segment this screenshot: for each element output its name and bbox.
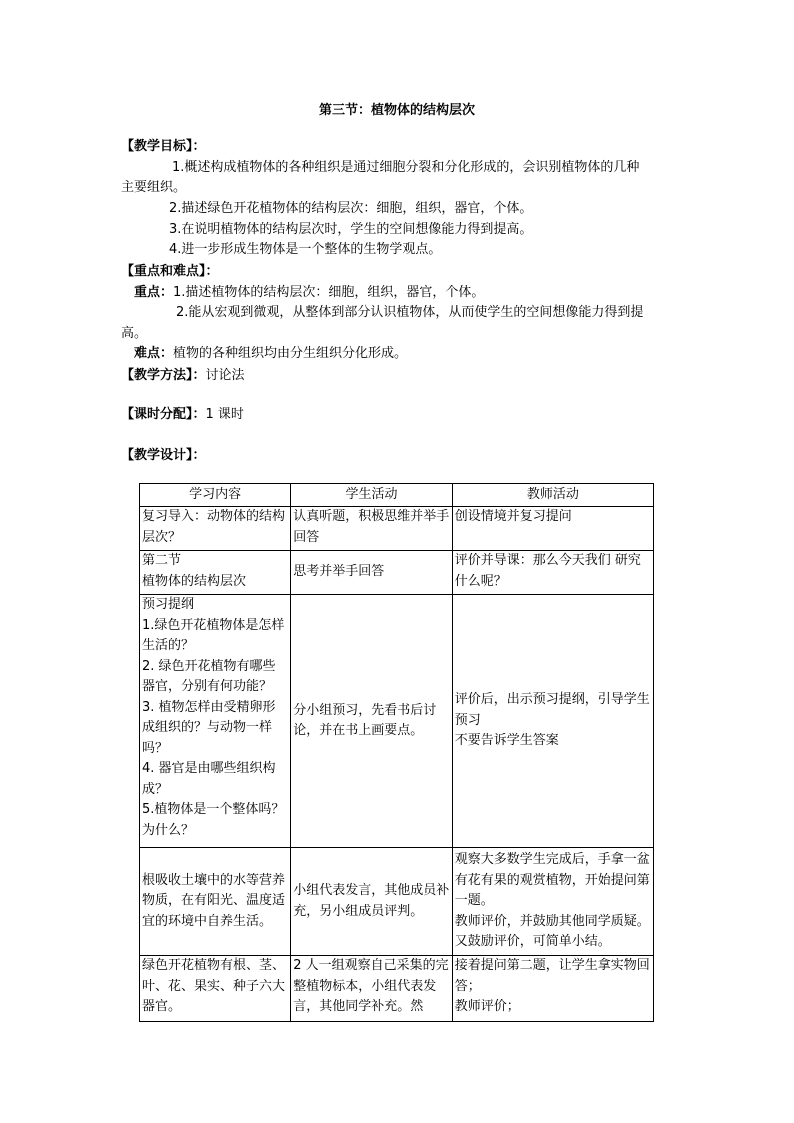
table-cell: 复习导入：动物体的结构层次？ <box>140 507 291 551</box>
class-hours <box>121 405 244 424</box>
teaching-design-table <box>139 483 654 1022</box>
page-title: 第三节：植物体的结构层次 <box>318 103 475 118</box>
difficult-label: 难点： <box>134 346 174 361</box>
cell-line: 预习提纲 <box>142 597 195 612</box>
table-row <box>140 551 654 595</box>
design-heading: 【教学设计】： <box>121 448 206 463</box>
objectives-heading: 【教学目标】： <box>121 139 206 154</box>
hours-value: 1 课时 <box>205 407 244 422</box>
cell-line: 不要告诉学生答案 <box>454 733 559 749</box>
teaching-method <box>121 366 245 385</box>
cell-line: 1.绿色开花植物体是怎样生活的？ <box>142 617 285 653</box>
header-content: 学习内容 <box>140 484 291 507</box>
cell-line: 5.植物体是一个整体吗？为什么？ <box>142 802 285 838</box>
table-cell <box>452 848 653 956</box>
table-cell <box>140 595 291 848</box>
header-student: 学生活动 <box>291 484 452 507</box>
cell-line: 2. 绿色开花植物有哪些器官，分别有何功能？ <box>142 658 276 694</box>
objective-1-line1: 1.概述构成植物体的各种组织是通过细胞分裂和分化形成的，会识别植物体的几种 <box>172 160 640 175</box>
cell-line: 4. 器官是由哪些组织构成？ <box>142 761 276 797</box>
cell-line: 植物体的结构层次 <box>142 573 247 589</box>
cell-line: 第二节 <box>142 553 182 568</box>
cell-line: 接着提问第二题，让学生拿实物回答； <box>454 958 650 994</box>
table-cell: 分小组预习，先看书后讨论，并在书上画要点。 <box>291 595 452 848</box>
table-cell <box>452 595 653 848</box>
objective-3: 3.在说明植物体的结构层次时，学生的空间想像能力得到提高。 <box>169 222 533 237</box>
difficult-point-text: 植物的各种组织均由分生组织分化形成。 <box>173 346 408 361</box>
table-cell: 评价并导课：那么今天我们 研究什么呢？ <box>452 551 653 595</box>
cell-line: 3. 植物怎样由受精卵形成组织的？与动物一样吗？ <box>142 699 276 756</box>
difficult-point <box>134 344 407 363</box>
key-points-heading: 【重点和难点】： <box>121 264 219 279</box>
key-point-1-text: 1.描述植物体的结构层次：细胞，组织，器官，个体。 <box>173 285 485 300</box>
key-point-1 <box>134 283 484 302</box>
objective-4: 4.进一步形成生物体是一个整体的生物学观点。 <box>169 242 442 257</box>
table-row <box>140 595 654 848</box>
table-cell: 创设情境并复习提问 <box>452 507 653 551</box>
table-cell: 认真听题，积极思维并举手回答 <box>291 507 452 551</box>
method-value: 讨论法 <box>205 368 245 383</box>
key-label: 重点： <box>134 285 174 300</box>
cell-line: 观察大多数学生完成后，手拿一盆有花有果的观赏植物，开始提问第一题。 <box>454 852 650 909</box>
header-teacher: 教师活动 <box>452 484 653 507</box>
key-point-2-line2: 高。 <box>121 326 148 341</box>
table-row <box>140 507 654 551</box>
cell-line: 教师评价，并鼓励其他同学质疑。又鼓励评价，可简单小结。 <box>454 913 650 950</box>
objective-2: 2.描述绿色开花植物体的结构层次：细胞，组织，器官，个体。 <box>169 201 533 216</box>
key-point-2-line1: 2.能从宏观到微观，从整体到部分认识植物体，从而使学生的空间想像能力得到提 <box>176 305 644 320</box>
table-cell <box>452 956 653 1022</box>
table-row <box>140 956 654 1022</box>
table-header-row <box>140 484 654 507</box>
table-cell <box>140 551 291 595</box>
objective-1-line2: 主要组织。 <box>121 180 187 195</box>
table-cell: 绿色开花植物有根、茎、叶、花、果实、种子六大器官。 <box>140 956 291 1022</box>
table-cell: 根吸收土壤中的水等营养物质，在有阳光、温度适宜的环境中自养生活。 <box>140 848 291 956</box>
table-cell: 思考并举手回答 <box>291 551 452 595</box>
cell-line: 评价后，出示预习提纲，引导学生预习 <box>454 692 650 728</box>
cell-line: 教师评价； <box>454 999 520 1014</box>
method-heading: 【教学方法】： <box>121 368 206 383</box>
table-cell: 小组代表发言，其他成员补充，另小组成员评判。 <box>291 848 452 956</box>
hours-heading: 【课时分配】： <box>121 407 206 422</box>
table-row <box>140 848 654 956</box>
table-cell: 2 人一组观察自己采集的完整植物标本，小组代表发言，其他同学补充。然 <box>291 956 452 1022</box>
